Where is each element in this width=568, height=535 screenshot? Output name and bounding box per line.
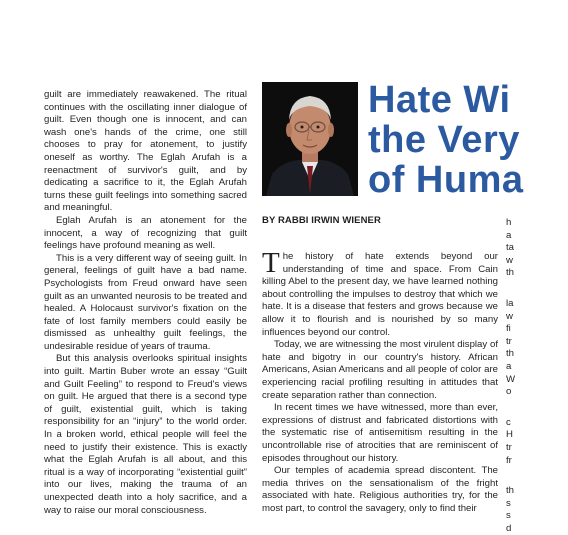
headline-line: of Huma [368,159,524,201]
text-fragment: c [506,416,511,428]
text-fragment: ta [506,242,515,254]
text-fragment: H [506,429,513,441]
text-fragment: d [506,522,512,534]
byline: BY RABBI IRWIN WIENER [262,215,381,226]
paragraph-gap [506,399,546,417]
text-fragment: W [506,373,516,385]
paragraph [262,247,498,339]
text-fragment: th [506,267,515,279]
left-column-text [44,89,247,517]
text-fragment: a [506,360,512,372]
paragraph: This is a very different way of seeing guilt. In general, feelings of guilt have a bad name. Psychologists from Freud onward have seen guilt as an unwanted neurosis to be treated and healed. A Holocaust survivor's fixation on the fate of lost family members could easily be dismissed as unhealthy guilt feelings, the undesirable residue of years of trauma. [44,252,247,352]
drop-cap: T [262,247,280,279]
text-fragment: tr [506,441,512,453]
paragraph-gap [506,280,546,298]
text-fragment: fr [506,454,512,466]
paragraph-gap [506,467,546,485]
author-portrait-image [262,82,358,196]
text-fragment: la [506,297,514,309]
paragraph: Our temples of academia spread discontent. The media thrives on the sensationalism of the fright associated with hate. Religious authorities try, for the most part, to control the savagery, only to find their [262,465,498,514]
text-fragment: w [506,310,513,322]
paragraph-text: he history of hate extends beyond our understanding of time and space. From Cain killing Abel to the present day, we have learned nothing about controlling the impulses to destroy that which we hate. It is a disease that festers and grows because we allow it to flourish and is nourished by so many influences beyond our control. [262,251,498,338]
paragraph: Today, we are witnessing the most virulent display of hate and bigotry in our country's history. African Americans, Asian Americans and all people of color are experiencing racial profiling resulting in attitudes that create separation rather than connection. [262,339,498,401]
text-fragment: s [506,510,511,522]
text-fragment: a [506,229,512,241]
headline-line: the Very [368,119,520,161]
paragraph: Eglah Arufah is an atonement for the innocent, a way of recognizing that guilt feelings have profound meaning as well. [44,214,247,252]
paragraph: In recent times we have witnessed, more than ever, expressions of distrust and fabricated distortions with the systematic rise of antisemitism resulting in the uncontrollable rise of atrocities that are reminiscent of episodes throughout our history. [262,402,498,464]
text-fragment: o [506,386,512,398]
text-fragment: tr [506,335,512,347]
article-headline [368,80,568,200]
text-fragment: fi [506,323,511,335]
paragraph: guilt are immediately reawakened. The ritual continues with the oscillating inner dialogue of guilt. Even though one is innocent, and can wash one's hands of the crime, one still chooses to pray for atonement, to justify oneself as worthy. The Eglah Arufah is a reenactment of survivor's guilt, and by dedicating a sacrifice to it, the Eglah Arufah turns these guilt feelings into something sacred and meaningful. [44,89,247,214]
middle-column-text [262,247,498,515]
right-column-text-cut-off [506,217,546,535]
headline-line: Hate Wi [368,79,511,121]
text-fragment: th [506,485,515,497]
author-photo [262,82,358,196]
paragraph: But this analysis overlooks spiritual insights into guilt. Martin Buber wrote an essay “Guilt and Guilt Feeling” to respond to Freud's views on guilt. He argued that there is a second type of guilt, existential guilt, which is taking responsibility for an “injury” to the world order. In a broken world, ethical people will feel the need to justify their existence. This is exactly what the Eglah Arufah is all about, and this ritual is a way of incorporating “existential guilt” into our lives, making the trauma of an unexpected death into a holy sacrifice, and a way to raise our moral consciousness. [44,353,247,516]
text-fragment: th [506,348,515,360]
text-fragment: w [506,254,513,266]
text-fragment: s [506,497,511,509]
text-fragment: h [506,217,512,228]
